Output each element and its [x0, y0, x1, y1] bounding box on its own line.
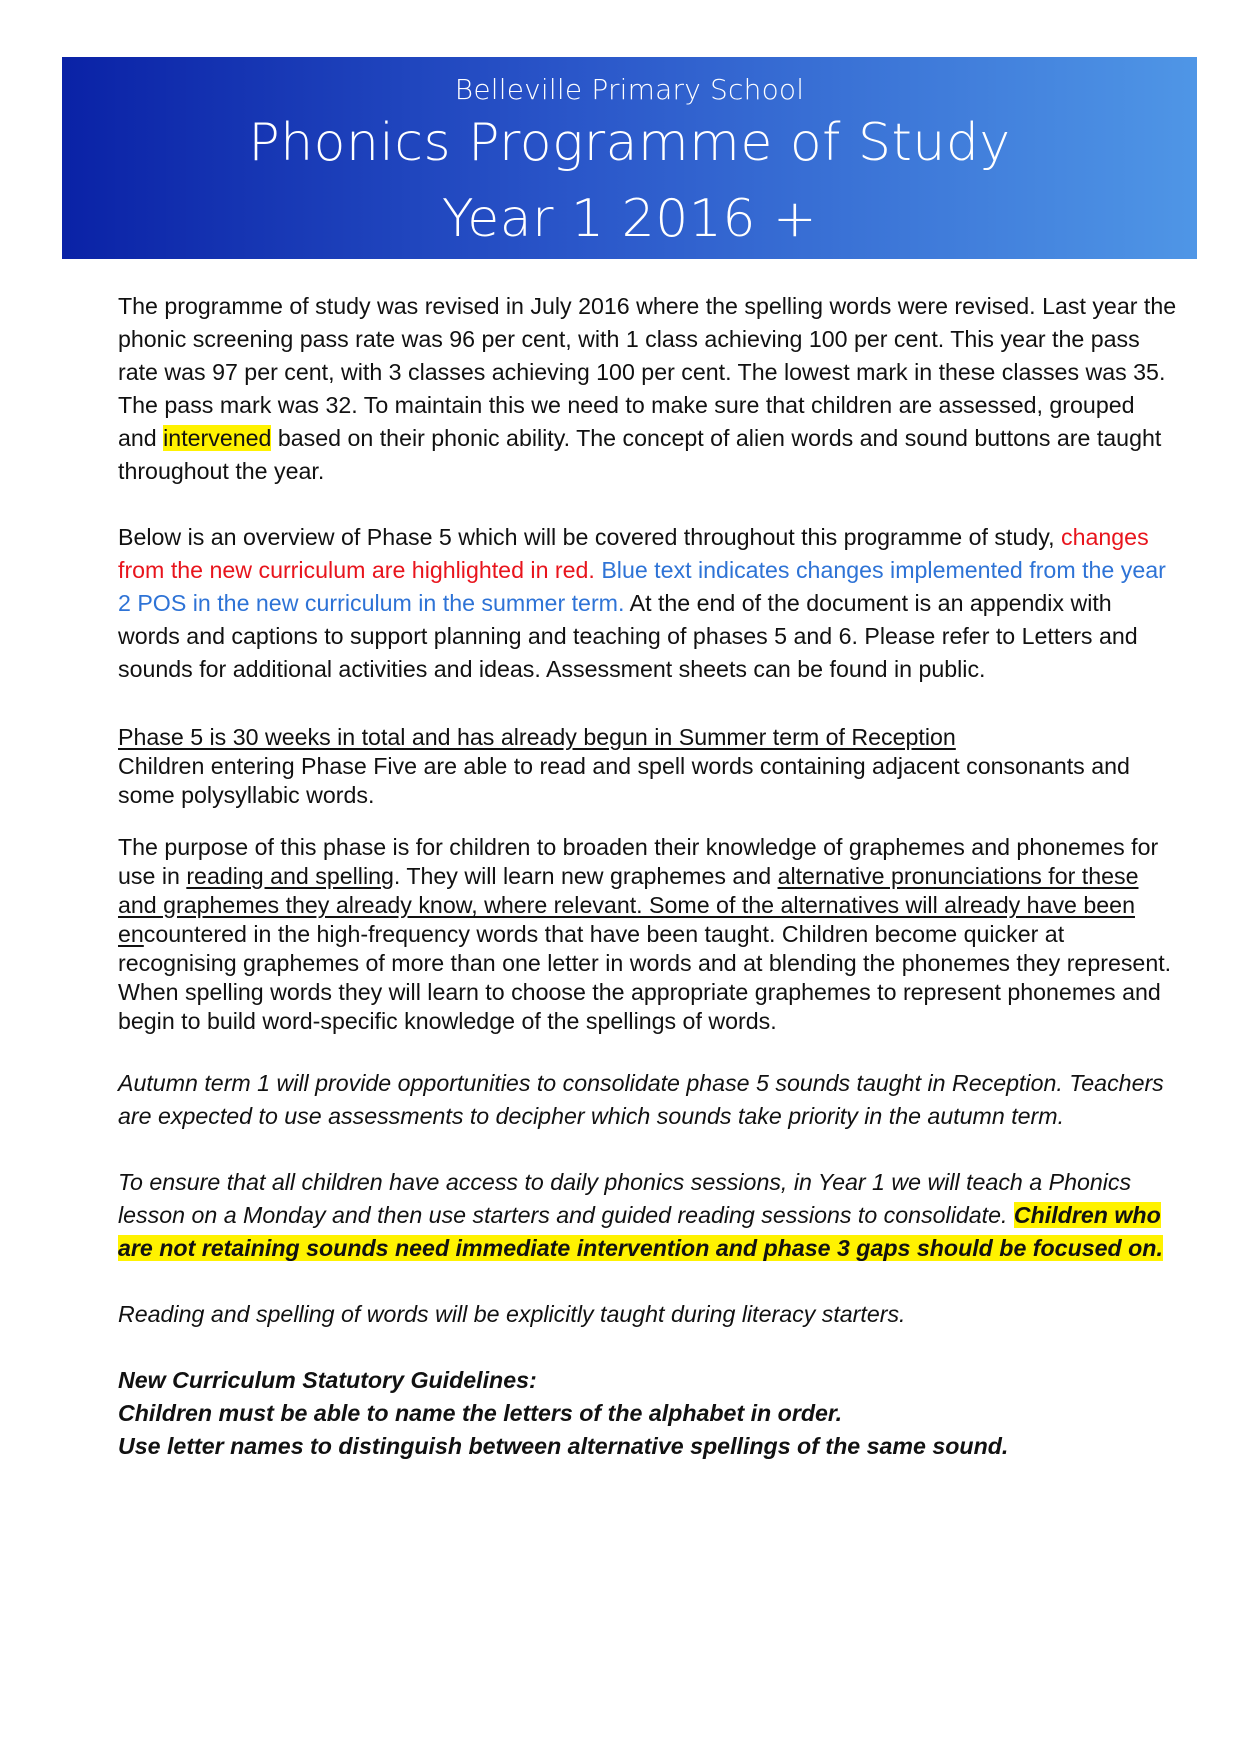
purpose-underline-b: alternative pronunciations for these and graphemes they already know, where relevant. Some of the alternatives will already have been en — [118, 863, 1139, 947]
overview-text-b: At the end of the document is an appendix with words and captions to support planning and teaching of phases 5 and 6. Please refer to Letters and sounds for additional activities and ideas. Assessment sheets can be found in public. — [118, 590, 1138, 682]
guidelines-line-2: Use letter names to distinguish between alternative spellings of the same sound. — [118, 1433, 1009, 1459]
header-banner — [62, 57, 1197, 259]
document-body — [118, 290, 1178, 1463]
autumn-paragraph: Autumn term 1 will provide opportunities to consolidate phase 5 sounds taught in Reception. Teachers are expected to use assessments to decipher which sounds take priority in the autumn term. — [118, 1070, 1164, 1129]
purpose-text-b: . They will learn new graphemes and — [393, 863, 778, 889]
overview-blue-text: Blue text indicates changes implemented from the year 2 POS in the new curriculum in the summer term. — [118, 557, 1166, 616]
purpose-text-c: countered in the high-frequency words that have been taught. Children become quicker at recognising graphemes of more than one letter in words and at blending the phonemes they represent. When spelling words they will learn to choose the appropriate graphemes to represent phonemes and begin to build word-specific knowledge of the spellings of words. — [118, 921, 1172, 1034]
literacy-paragraph: Reading and spelling of words will be explicitly taught during literacy starters. — [118, 1301, 906, 1327]
purpose-paragraph — [118, 833, 1178, 1036]
intro-text-a: The programme of study was revised in July 2016 where the spelling words were revised. Last year the phonic screening pass rate was 96 per cent, with 1 class achieving 100 per cent. This year the pass rate was 97 per cent, with 3 classes achieving 100 per cent. The lowest mark in these classes was 35. The pass mark was 32. To maintain this we need to make sure that children are assessed, grouped and — [118, 293, 1177, 451]
phase5-text: Children entering Phase Five are able to read and spell words containing adjacent consonants and some polysyllabic words. — [118, 753, 1130, 808]
intro-highlight: intervened — [163, 425, 272, 451]
document-title: Phonics Programme of Study — [248, 113, 1011, 173]
intro-paragraph — [118, 290, 1178, 488]
school-name: Belleville Primary School — [454, 73, 805, 106]
overview-red-text: changes from the new curriculum are highlighted in red. — [118, 524, 1149, 583]
access-paragraph — [118, 1166, 1178, 1265]
access-highlight: Children who are not retaining sounds need immediate intervention and phase 3 gaps should be focused on. — [118, 1202, 1163, 1261]
overview-text-a: Below is an overview of Phase 5 which will be covered throughout this programme of study, — [118, 524, 1061, 550]
phase5-paragraph — [118, 723, 1178, 810]
guidelines-paragraph — [118, 1364, 1178, 1463]
guidelines-heading: New Curriculum Statutory Guidelines: — [118, 1367, 537, 1393]
phase5-heading: Phase 5 is 30 weeks in total and has already begun in Summer term of Reception — [118, 724, 956, 750]
guidelines-line-1: Children must be able to name the letters of the alphabet in order. — [118, 1400, 843, 1426]
purpose-underline-a: reading and spelling — [186, 863, 394, 889]
document-subtitle: Year 1 2016 + — [441, 189, 818, 249]
access-text: To ensure that all children have access to daily phonics sessions, in Year 1 we will teach a Phonics lesson on a Monday and then use starters and guided reading sessions to consolidate. — [118, 1169, 1132, 1228]
intro-text-b: based on their phonic ability. The concept of alien words and sound buttons are taught throughout the year. — [118, 425, 1162, 484]
overview-paragraph — [118, 521, 1178, 686]
purpose-text-a: The purpose of this phase is for children to broaden their knowledge of graphemes and phonemes for use in — [118, 834, 1159, 889]
